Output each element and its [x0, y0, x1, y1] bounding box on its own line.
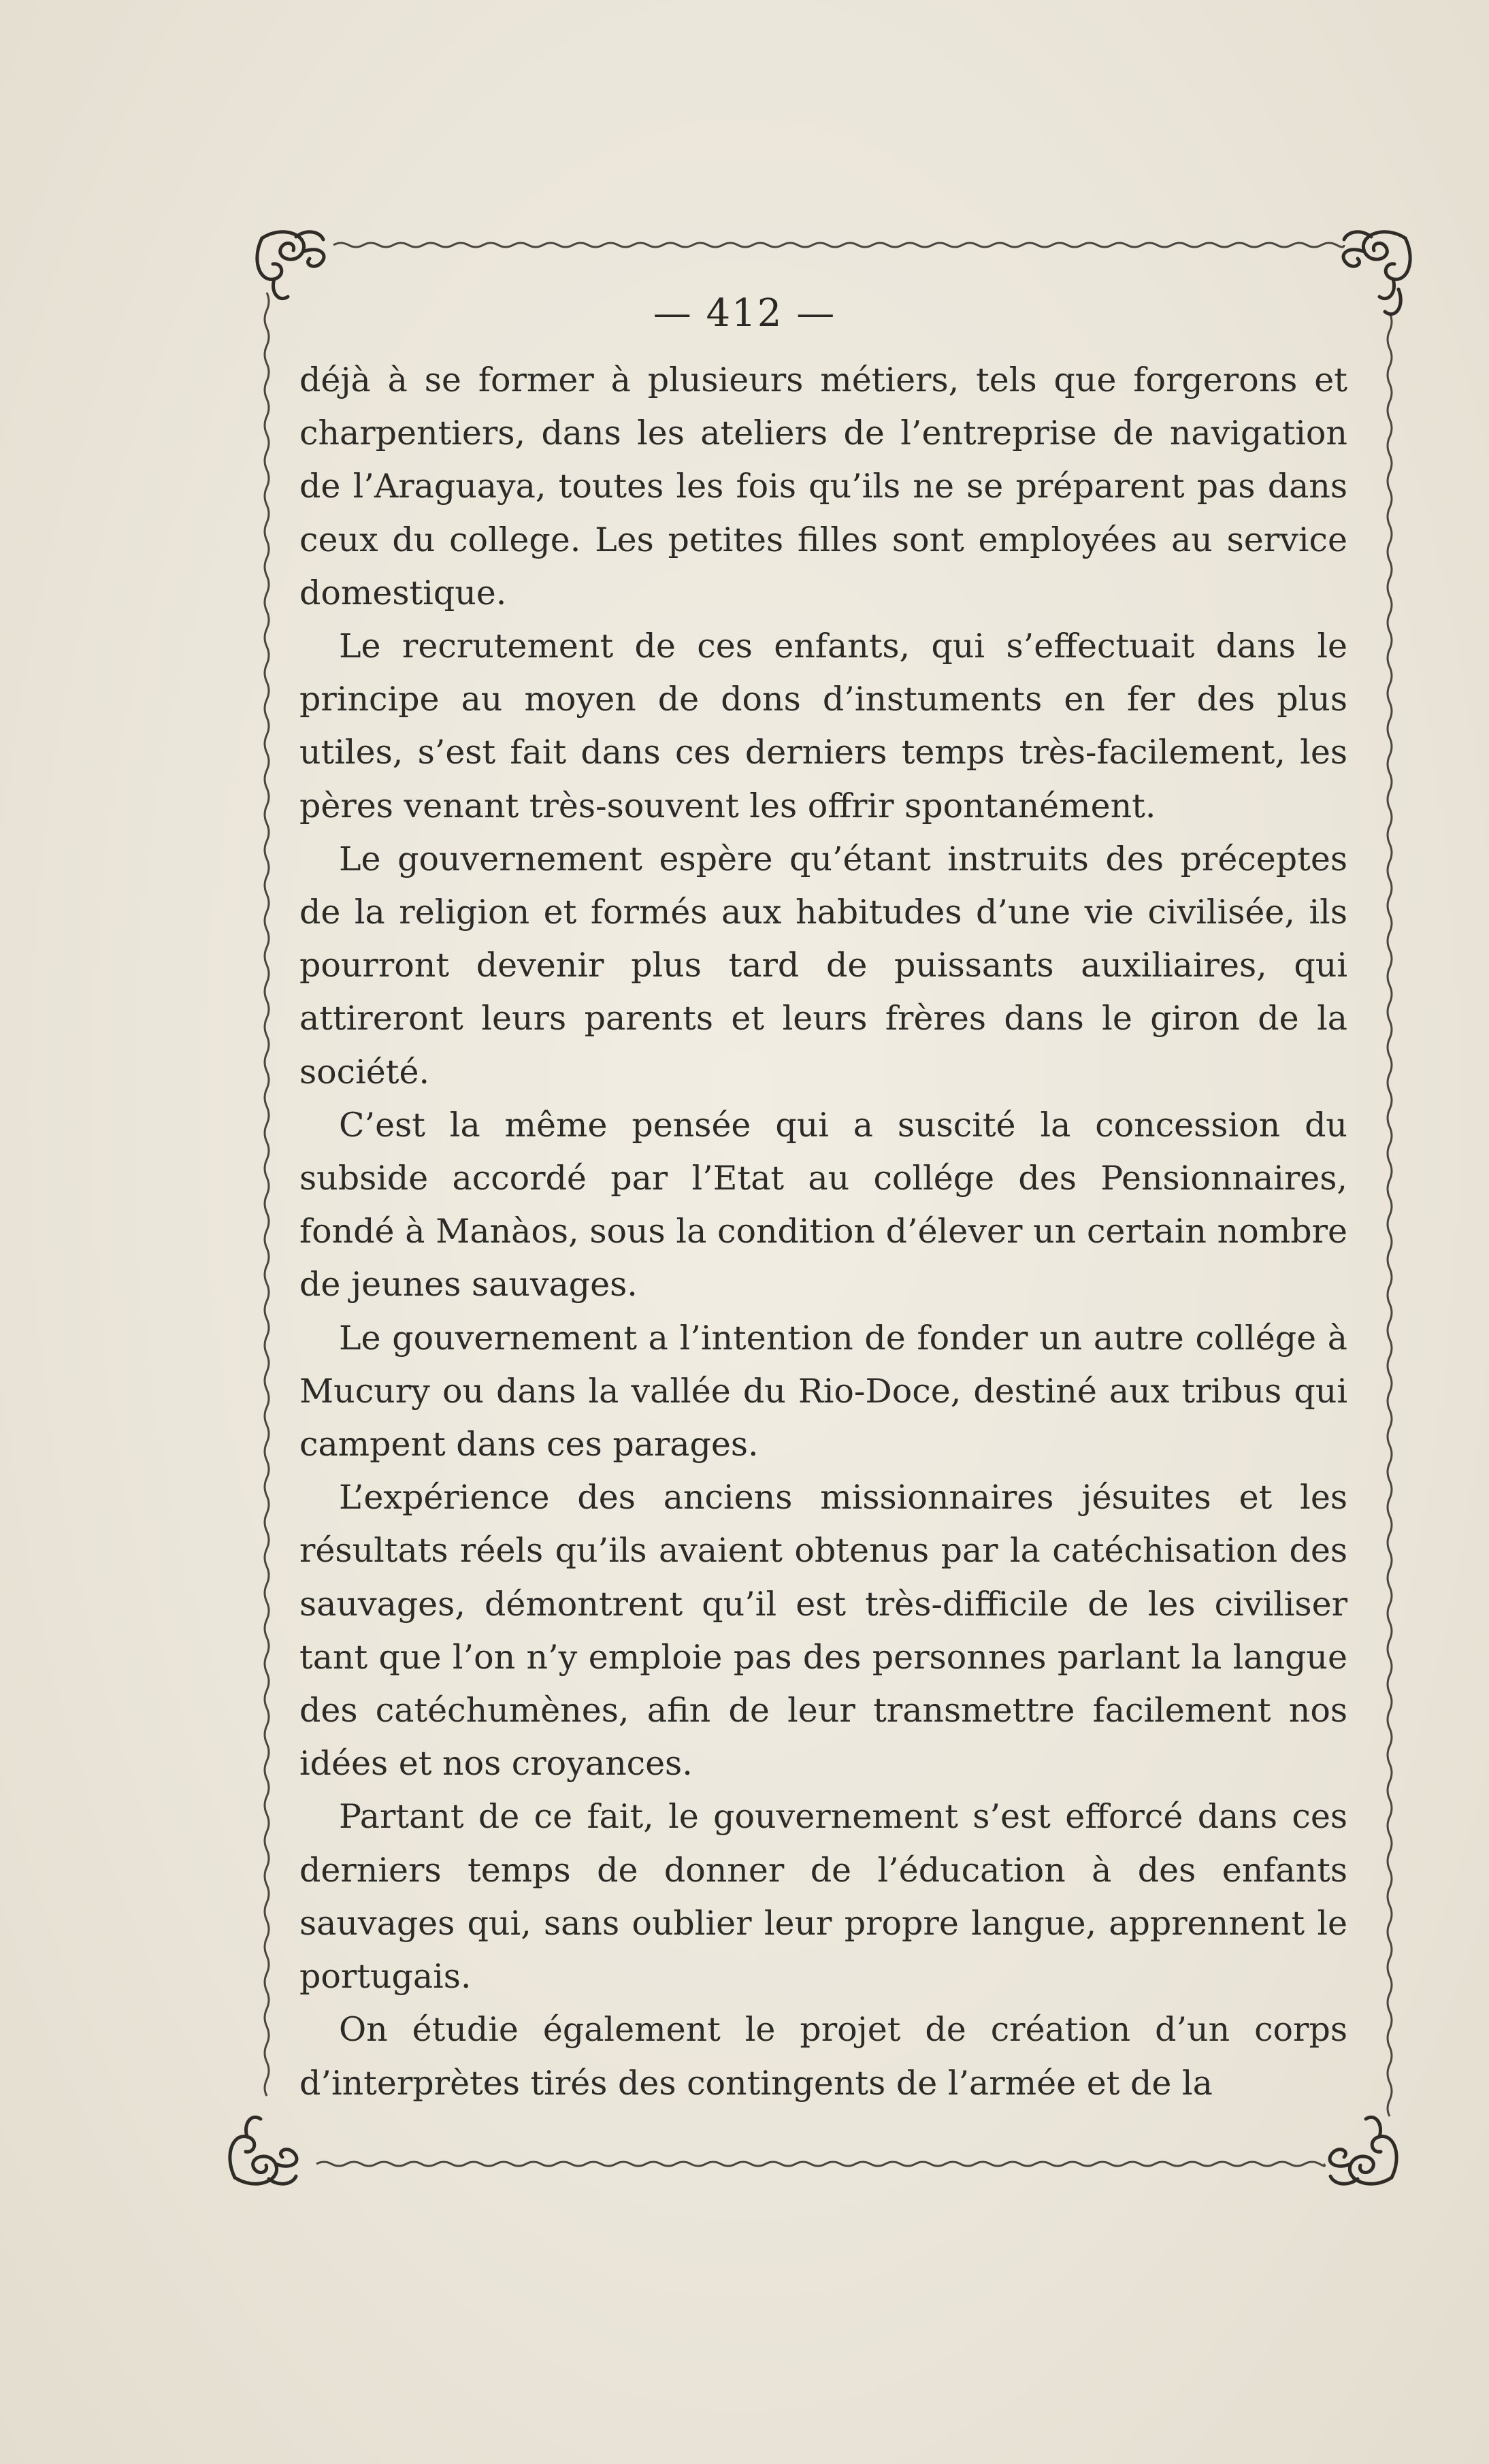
- corner-flourish-top-left-icon: [257, 232, 324, 299]
- paragraph: Partant de ce fait, le gouvernement s’est efforcé dans ces derniers temps de donner de l’éducation à des enfants sauvages qui, sans oublier leur propre langue, apprennent le portugais.: [299, 1797, 1347, 1997]
- body-text: [299, 354, 1347, 2110]
- paragraph: On étudie également le projet de création d’un corps d’interprètes tirés des contingents de l’armée et de la: [299, 2010, 1347, 2103]
- left-wavy-rule: [265, 293, 269, 2096]
- bottom-wavy-rule: [316, 2162, 1325, 2166]
- corner-flourish-bottom-left-icon: [230, 2117, 297, 2184]
- paragraph: Le gouvernement espère qu’étant instruits des préceptes de la religion et formés aux habitudes d’une vie civilisée, ils pourront devenir plus tard de puissants auxiliaires, qui attireront leurs parents et leurs frères dans le giron de la société.: [299, 839, 1347, 1091]
- paragraph: déjà à se former à plusieurs métiers, tels que forgerons et charpentiers, dans les ateliers de l’entreprise de navigation de l’Araguaya, toutes les fois qu’ils ne se préparent pas dans ceux du college. Les petites filles sont employées au service domestique.: [299, 361, 1347, 612]
- paragraph: L’expérience des anciens missionnaires jésuites et les résultats réels qu’ils avaient obtenus par la catéchisation des sauvages, démontrent qu’il est très-difficile de les civiliser tant que l’on n’y emploie pas des personnes parlant la langue des catéchumènes, afin de leur transmettre facilement nos idées et nos croyances.: [299, 1478, 1347, 1784]
- page-number: — 412 —: [653, 291, 836, 335]
- corner-flourish-bottom-right-icon: [1330, 2117, 1396, 2184]
- top-wavy-rule: [333, 243, 1344, 247]
- paragraph: Le gouvernement a l’intention de fonder un autre collége à Mucury ou dans la vallée du Rio-Doce, destiné aux tribus qui campent dans ces parages.: [299, 1318, 1347, 1464]
- right-wavy-rule: [1388, 313, 1392, 2116]
- paragraph: Le recrutement de ces enfants, qui s’effectuait dans le principe au moyen de dons d’instuments en fer des plus utiles, s’est fait dans ces derniers temps très-facilement, les pères venant très-souvent les offrir spontanément.: [299, 627, 1347, 825]
- paragraph: C’est la même pensée qui a suscité la concession du subside accordé par l’Etat au collége des Pensionnaires, fondé à Manàos, sous la condition d’élever un certain nombre de jeunes sauvages.: [299, 1105, 1347, 1304]
